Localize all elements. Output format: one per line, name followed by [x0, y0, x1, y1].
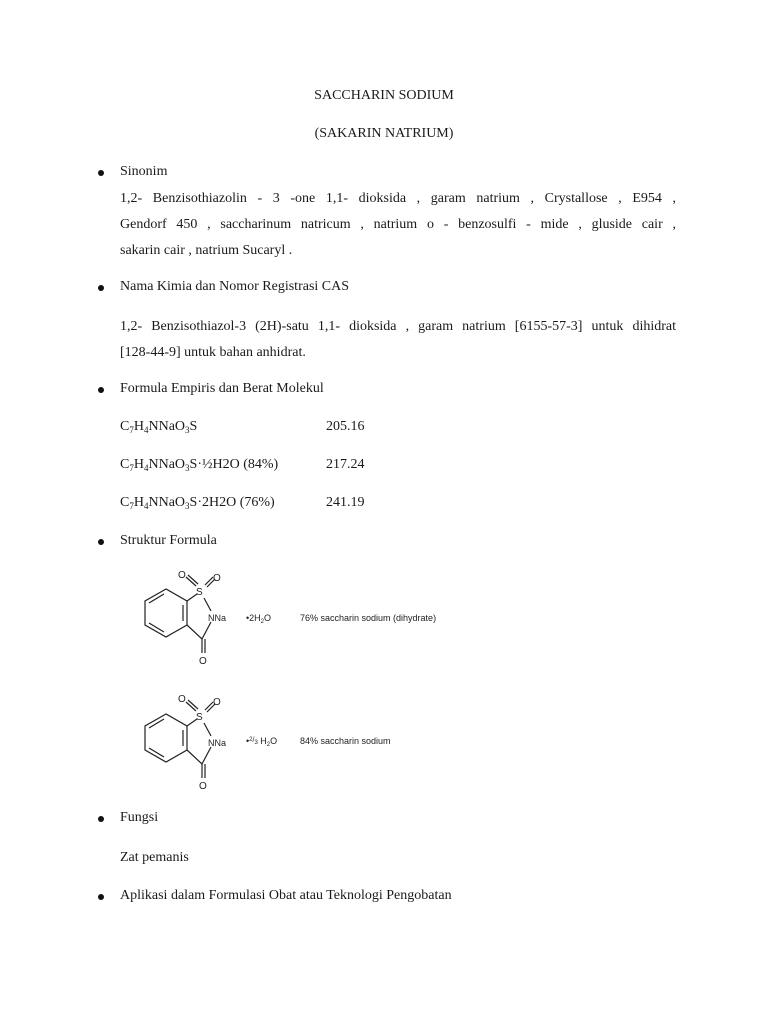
formula-row-3 — [120, 495, 275, 511]
heading-fungsi: Fungsi — [120, 810, 159, 825]
page-subtitle: (SAKARIN NATRIUM) — [314, 126, 454, 141]
hydrate-label: $•2H_2O$ — [246, 613, 272, 625]
molecular-weight: 241.19 — [326, 495, 365, 510]
chemical-formula: $C_7H_4NNaO_3S$ — [120, 495, 198, 511]
fungsi-text: Zat pemanis — [120, 850, 189, 865]
heading-sinonim: Sinonim — [120, 164, 168, 179]
heading-formula: Formula Empiris dan Berat Molekul — [120, 381, 324, 396]
atom-label: S — [196, 587, 203, 598]
bullet-icon — [98, 816, 104, 822]
bullet-icon — [98, 539, 104, 545]
atom-label: O — [178, 694, 186, 705]
bullet-icon — [98, 387, 104, 393]
hydrate-label: $•^2/_3$ $H_2O$ — [246, 736, 278, 748]
heading-struktur: Struktur Formula — [120, 533, 217, 548]
structure-caption: 76% saccharin sodium (dihydrate) — [300, 613, 437, 623]
bullet-icon — [98, 170, 104, 176]
paragraph-sinonim — [120, 186, 676, 264]
molecular-weight: 217.24 — [326, 457, 365, 472]
atom-label: NNa — [208, 613, 227, 623]
paragraph-nama-kimia — [120, 314, 676, 366]
structure-diagram-hydrate — [110, 686, 470, 790]
atom-label: O — [199, 656, 207, 667]
structure-diagram-dihydrate — [110, 566, 470, 670]
text-line: 1,2- Benzisothiazol-3 (2H)-satu 1,1- dioksida , garam natrium [6155-57-3] untuk dihidrat — [120, 319, 676, 334]
page-title: SACCHARIN SODIUM — [314, 88, 454, 103]
text-line: sakarin cair , natrium Sucaryl . — [120, 243, 293, 258]
bullet-icon — [98, 285, 104, 291]
atom-label: NNa — [208, 738, 227, 748]
atom-label: O — [213, 697, 221, 708]
text-line: 1,2- Benzisothiazolin - 3 -one 1,1- dioksida , garam natrium , Crystallose , E954 , — [120, 191, 676, 206]
formula-row-1 — [120, 419, 197, 435]
heading-aplikasi: Aplikasi dalam Formulasi Obat atau Teknologi Pengobatan — [120, 888, 452, 903]
chemical-formula: $C_7H_4NNaO_3S$ — [120, 419, 198, 435]
text-line: Gendorf 450 , saccharinum natricum , natrium o - benzosulfi - mide , gluside cair , — [120, 217, 676, 232]
formula-row-2 — [120, 457, 278, 473]
formula-suffix: ·½H2O (84%) — [197, 457, 279, 472]
atom-label: O — [199, 781, 207, 790]
bullet-icon — [98, 894, 104, 900]
chemical-formula: $C_7H_4NNaO_3S$ — [120, 457, 198, 473]
formula-suffix: ·2H2O (76%) — [197, 495, 275, 510]
atom-label: S — [196, 712, 203, 723]
atom-label: O — [178, 570, 186, 581]
benzene-ring — [145, 589, 187, 637]
structure-caption: 84% saccharin sodium — [300, 736, 391, 746]
molecular-weight: 205.16 — [326, 419, 365, 434]
benzene-ring — [145, 714, 187, 762]
atom-label: O — [213, 573, 221, 584]
text-line: [128-44-9] untuk bahan anhidrat. — [120, 345, 306, 360]
heading-nama-kimia: Nama Kimia dan Nomor Registrasi CAS — [120, 279, 350, 294]
